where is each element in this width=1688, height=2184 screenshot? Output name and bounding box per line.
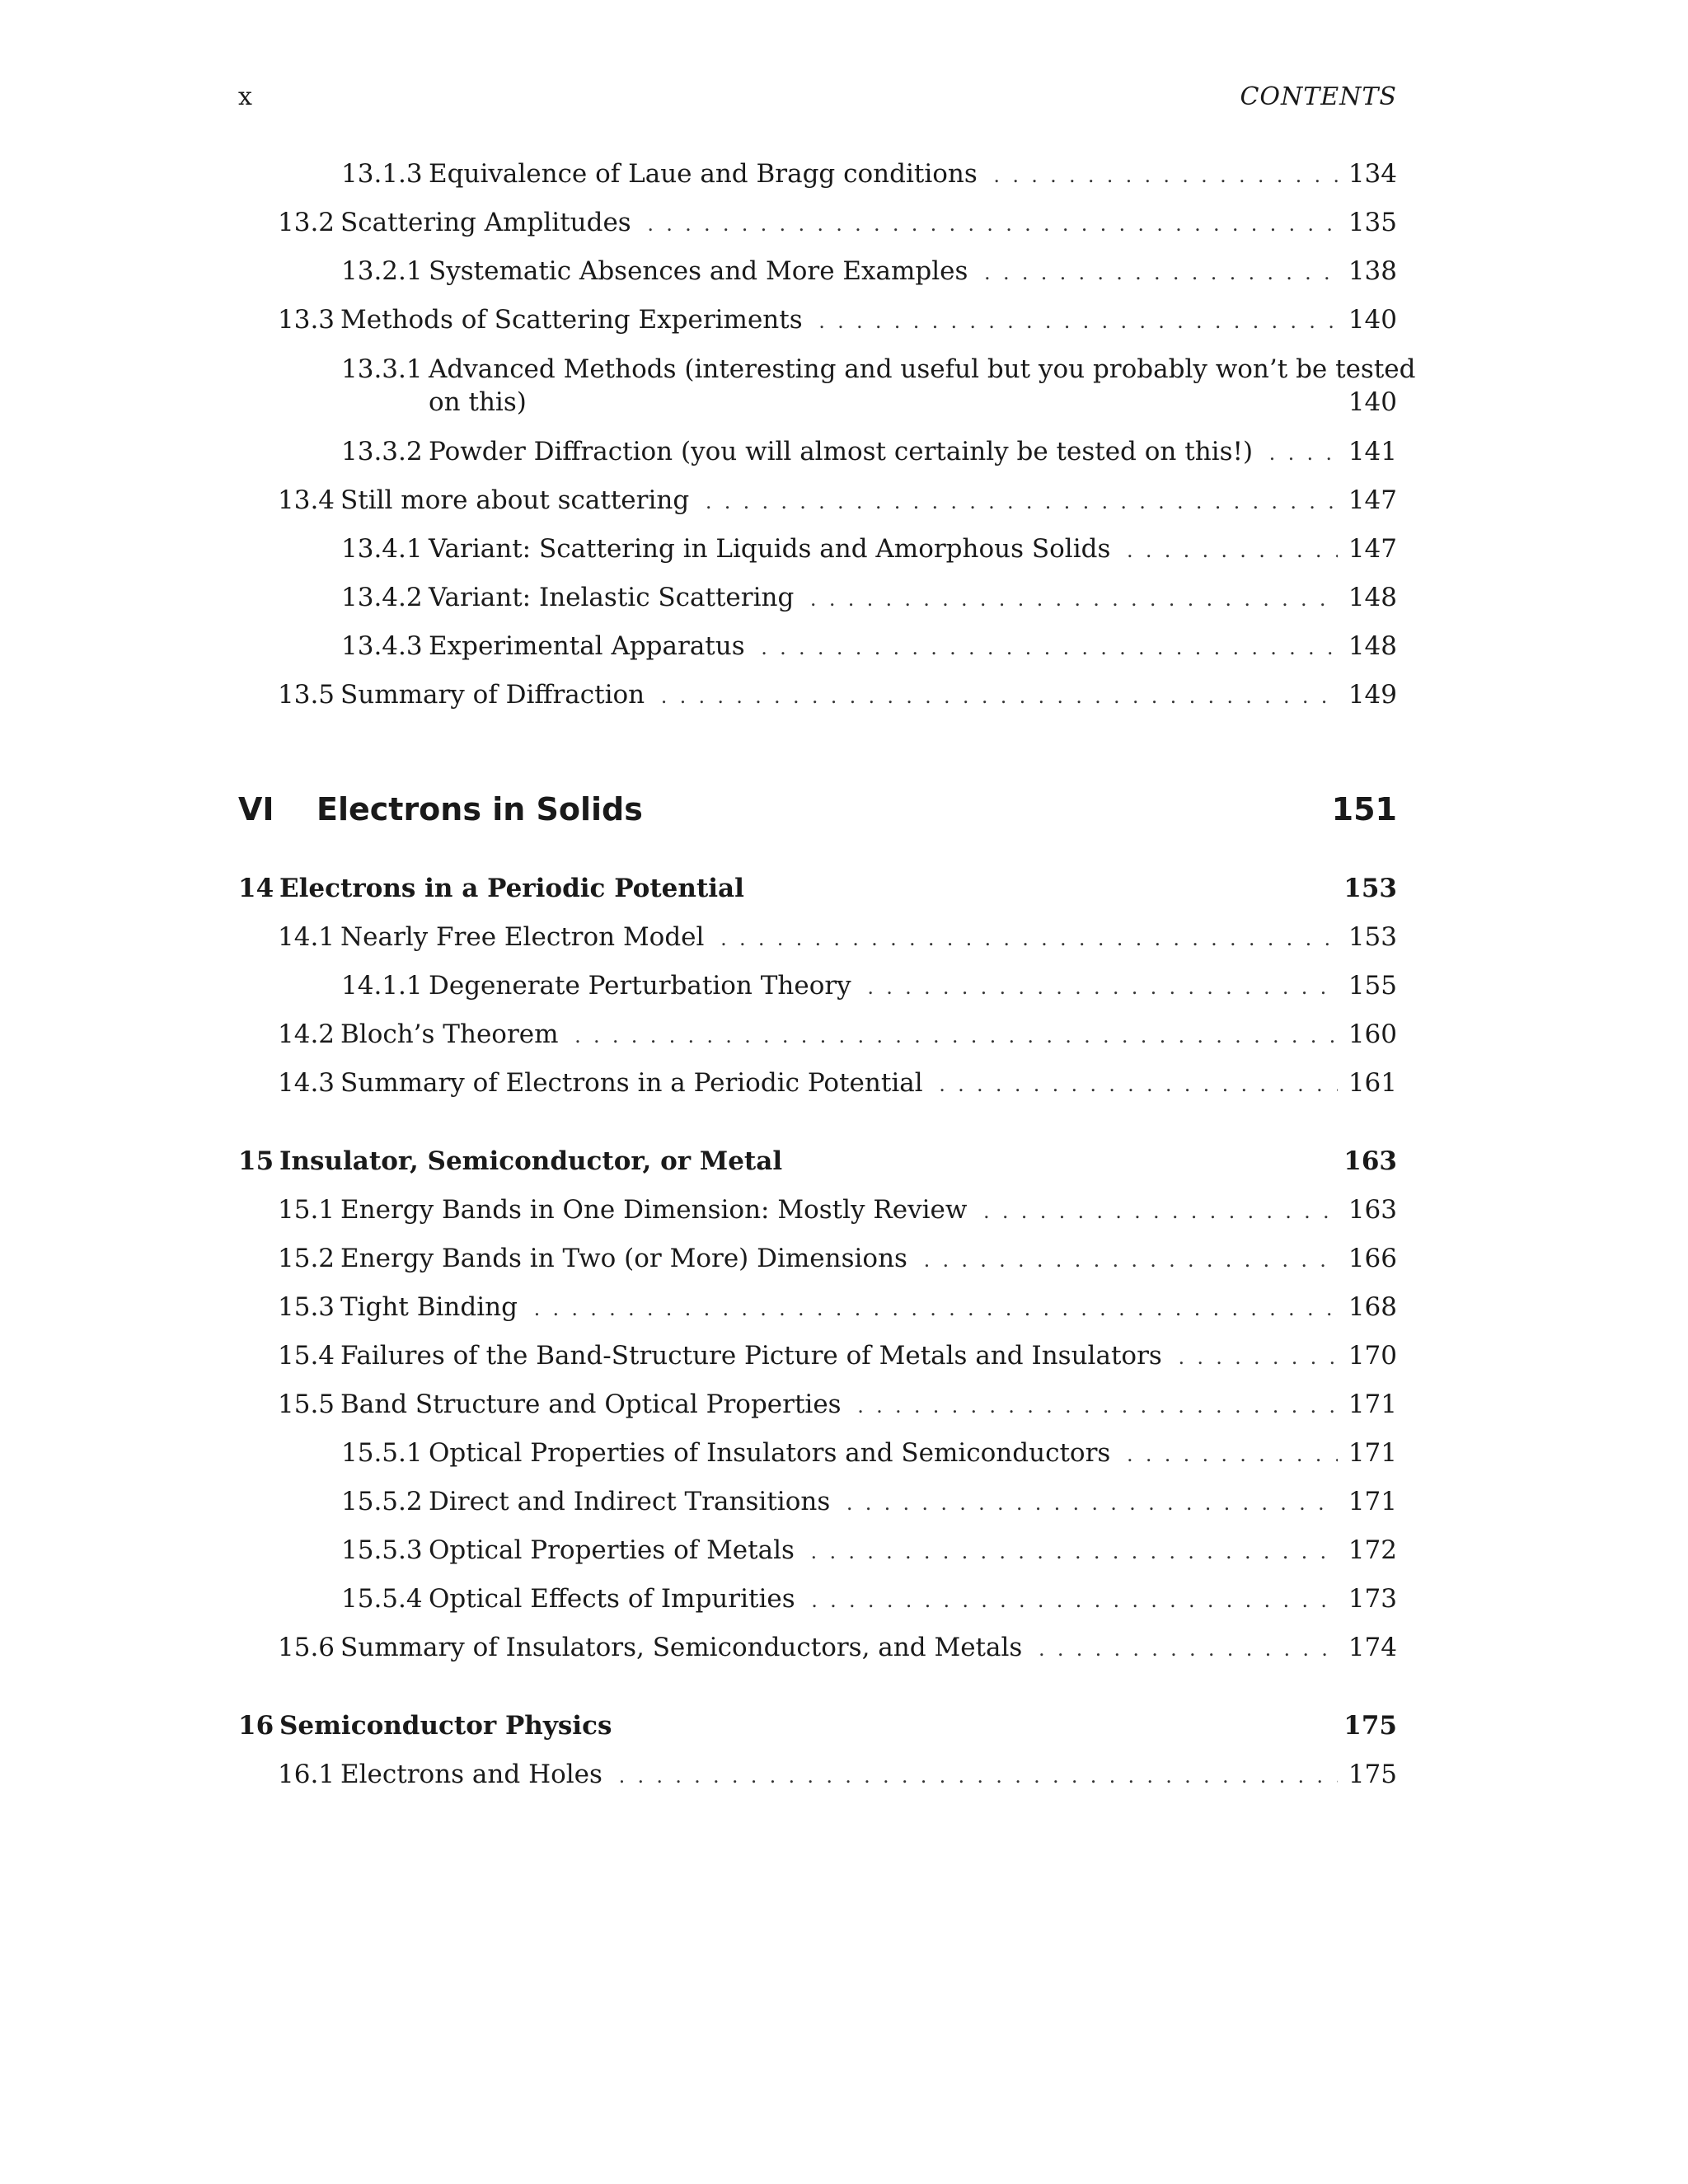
- entry-page: 147: [1348, 485, 1397, 515]
- chapter-page: 175: [1343, 1711, 1397, 1741]
- toc-chapter-heading[interactable]: [238, 1708, 1397, 1744]
- dot-leader: [528, 1289, 1338, 1327]
- toc-entry[interactable]: [238, 919, 1397, 955]
- running-head: [238, 82, 1397, 122]
- entry-title: Advanced Methods (interesting and useful but you probably won’t be tested: [429, 354, 1416, 384]
- entry-page: 172: [1348, 1535, 1397, 1565]
- entry-title: Variant: Inelastic Scattering: [429, 583, 795, 612]
- dot-leader: [569, 1016, 1338, 1054]
- dot-leader: [755, 628, 1338, 666]
- entry-title: Methods of Scattering Experiments: [340, 305, 803, 335]
- dot-leader: [840, 1483, 1338, 1521]
- toc-entry[interactable]: [238, 482, 1397, 518]
- toc-entry[interactable]: [238, 1483, 1397, 1520]
- toc-part-heading[interactable]: [238, 786, 1397, 832]
- entry-number: 13.5: [278, 680, 335, 710]
- toc-chapter-heading[interactable]: [238, 870, 1397, 907]
- entry-number: 14.1.1: [341, 971, 423, 1001]
- entry-page: 140: [1348, 387, 1397, 417]
- toc-entry[interactable]: [238, 1386, 1397, 1422]
- entry-title: Direct and Indirect Transitions: [429, 1487, 831, 1516]
- dot-leader: [699, 482, 1338, 520]
- chapter-number: 14: [238, 874, 274, 903]
- toc-entry[interactable]: [238, 253, 1397, 289]
- entry-title: Powder Diffraction (you will almost certainly be tested on this!): [429, 437, 1254, 466]
- chapter-title: Insulator, Semiconductor, or Metal: [279, 1146, 783, 1176]
- entry-number: 15.1: [278, 1195, 335, 1225]
- dot-leader: [851, 1386, 1338, 1424]
- dot-leader: [987, 156, 1338, 194]
- toc-entry[interactable]: [238, 302, 1397, 338]
- entry-number: 15.2: [278, 1244, 335, 1273]
- dot-leader: [1172, 1338, 1338, 1376]
- entry-title: Experimental Apparatus: [429, 631, 745, 661]
- dot-leader: [1263, 434, 1338, 471]
- toc-entry[interactable]: [238, 156, 1397, 192]
- entry-number: 15.5.3: [341, 1535, 423, 1565]
- entry-title: Optical Properties of Metals: [429, 1535, 795, 1565]
- entry-page: 170: [1348, 1341, 1397, 1371]
- toc-entry[interactable]: [238, 1240, 1397, 1277]
- entry-title: Energy Bands in One Dimension: Mostly Review: [340, 1195, 968, 1225]
- toc-entry[interactable]: [238, 677, 1397, 713]
- entry-line-1: [341, 353, 1415, 386]
- toc-entry[interactable]: [238, 579, 1397, 616]
- dot-leader: [977, 1192, 1338, 1230]
- entry-title: Summary of Diffraction: [340, 680, 645, 710]
- entry-title: Still more about scattering: [340, 485, 690, 515]
- entry-title-continued: on this): [429, 387, 527, 417]
- dot-leader: [805, 1581, 1338, 1619]
- entry-title: Scattering Amplitudes: [340, 208, 631, 237]
- entry-page: 175: [1348, 1760, 1397, 1789]
- entry-page: 163: [1348, 1195, 1397, 1225]
- entry-title: Nearly Free Electron Model: [340, 922, 705, 952]
- entry-page: 148: [1348, 583, 1397, 612]
- entry-page: 155: [1348, 971, 1397, 1001]
- entry-number: 13.2.1: [341, 256, 423, 286]
- entry-number: 15.5.2: [341, 1487, 423, 1516]
- entry-line-2: [429, 386, 1397, 422]
- toc-entry[interactable]: [238, 204, 1397, 241]
- toc-entry[interactable]: [238, 628, 1397, 664]
- entry-page: 174: [1348, 1633, 1397, 1662]
- part-number: VI: [238, 791, 274, 827]
- dot-leader: [917, 1240, 1338, 1278]
- entry-page: 171: [1348, 1438, 1397, 1468]
- page-number: x: [238, 82, 252, 111]
- toc-entry[interactable]: [238, 1065, 1397, 1101]
- toc-entry[interactable]: [238, 1756, 1397, 1793]
- part-title: Electrons in Solids: [316, 791, 643, 827]
- entry-title: Tight Binding: [340, 1292, 518, 1322]
- toc-entry[interactable]: [238, 1581, 1397, 1617]
- entry-page: 149: [1348, 680, 1397, 710]
- entry-page: 153: [1348, 922, 1397, 952]
- running-title: CONTENTS: [1240, 82, 1397, 111]
- dot-leader: [612, 1756, 1338, 1794]
- toc-entry[interactable]: [238, 1289, 1397, 1325]
- entry-number: 14.3: [278, 1068, 335, 1098]
- entry-title: Optical Properties of Insulators and Semiconductors: [429, 1438, 1111, 1468]
- dot-leader: [654, 677, 1338, 715]
- entry-number: 13.3.1: [341, 354, 423, 384]
- dot-leader: [861, 968, 1338, 1005]
- entry-number: 14.2: [278, 1019, 335, 1049]
- entry-number: 15.3: [278, 1292, 335, 1322]
- dot-leader: [1120, 531, 1338, 569]
- entry-page: 168: [1348, 1292, 1397, 1322]
- dot-leader: [978, 253, 1338, 291]
- toc-entry[interactable]: [238, 1192, 1397, 1228]
- toc-entry[interactable]: [238, 434, 1397, 470]
- dot-leader: [813, 302, 1338, 340]
- dot-leader: [933, 1065, 1338, 1103]
- entry-number: 14.1: [278, 922, 335, 952]
- toc-entry[interactable]: [238, 1016, 1397, 1052]
- entry-page: 141: [1348, 437, 1397, 466]
- entry-page: 160: [1348, 1019, 1397, 1049]
- entry-page: 166: [1348, 1244, 1397, 1273]
- entry-page: 138: [1348, 256, 1397, 286]
- entry-page: 173: [1348, 1584, 1397, 1614]
- entry-title: Variant: Scattering in Liquids and Amorphous Solids: [429, 534, 1111, 564]
- toc-chapter-heading[interactable]: [238, 1143, 1397, 1179]
- entry-page: 147: [1348, 534, 1397, 564]
- entry-title: Energy Bands in Two (or More) Dimensions: [340, 1244, 907, 1273]
- dot-leader: [804, 579, 1338, 617]
- dot-leader: [1032, 1629, 1338, 1667]
- chapter-page: 153: [1343, 874, 1397, 903]
- part-page: 151: [1331, 791, 1397, 827]
- entry-title: Summary of Insulators, Semiconductors, and Metals: [340, 1633, 1023, 1662]
- dot-leader: [1120, 1435, 1338, 1473]
- entry-title: Systematic Absences and More Examples: [429, 256, 968, 286]
- entry-number: 15.6: [278, 1633, 335, 1662]
- entry-number: 13.1.3: [341, 159, 423, 189]
- chapter-number: 16: [238, 1711, 274, 1741]
- toc-entry[interactable]: [238, 1532, 1397, 1568]
- entry-title: Band Structure and Optical Properties: [340, 1390, 842, 1419]
- entry-number: 13.4.1: [341, 534, 423, 564]
- entry-title: Bloch’s Theorem: [340, 1019, 559, 1049]
- entry-title: Degenerate Perturbation Theory: [429, 971, 851, 1001]
- entry-number: 13.3.2: [341, 437, 423, 466]
- entry-number: 13.2: [278, 208, 335, 237]
- toc-entry[interactable]: [238, 1435, 1397, 1471]
- entry-number: 15.5.4: [341, 1584, 423, 1614]
- entry-page: 148: [1348, 631, 1397, 661]
- chapter-title: Electrons in a Periodic Potential: [279, 874, 744, 903]
- entry-number: 15.5: [278, 1390, 335, 1419]
- chapter-title: Semiconductor Physics: [279, 1711, 612, 1741]
- chapter-number: 15: [238, 1146, 274, 1176]
- chapter-page: 163: [1343, 1146, 1397, 1176]
- toc-entry[interactable]: [238, 531, 1397, 567]
- entry-number: 16.1: [278, 1760, 335, 1789]
- entry-number: 13.3: [278, 305, 335, 335]
- entry-title: Electrons and Holes: [340, 1760, 603, 1789]
- entry-title: Equivalence of Laue and Bragg conditions: [429, 159, 978, 189]
- entry-number: 13.4: [278, 485, 335, 515]
- dot-leader: [641, 204, 1338, 242]
- entry-page: 171: [1348, 1390, 1397, 1419]
- entry-title: Failures of the Band-Structure Picture of Metals and Insulators: [340, 1341, 1162, 1371]
- entry-page: 171: [1348, 1487, 1397, 1516]
- entry-number: 13.4.2: [341, 583, 423, 612]
- dot-leader: [714, 919, 1338, 957]
- entry-number: 15.5.1: [341, 1438, 423, 1468]
- entry-page: 140: [1348, 305, 1397, 335]
- dot-leader: [804, 1532, 1338, 1570]
- toc-entry[interactable]: [238, 353, 1416, 422]
- entry-page: 161: [1348, 1068, 1397, 1098]
- entry-number: 13.4.3: [341, 631, 423, 661]
- entry-page: 135: [1348, 208, 1397, 237]
- entry-page: 134: [1348, 159, 1397, 189]
- entry-title: Optical Effects of Impurities: [429, 1584, 795, 1614]
- entry-number: 15.4: [278, 1341, 335, 1371]
- toc-entry[interactable]: [238, 1629, 1397, 1666]
- toc-entry[interactable]: [238, 1338, 1397, 1374]
- entry-title: Summary of Electrons in a Periodic Potential: [340, 1068, 923, 1098]
- toc-entry[interactable]: [238, 968, 1397, 1004]
